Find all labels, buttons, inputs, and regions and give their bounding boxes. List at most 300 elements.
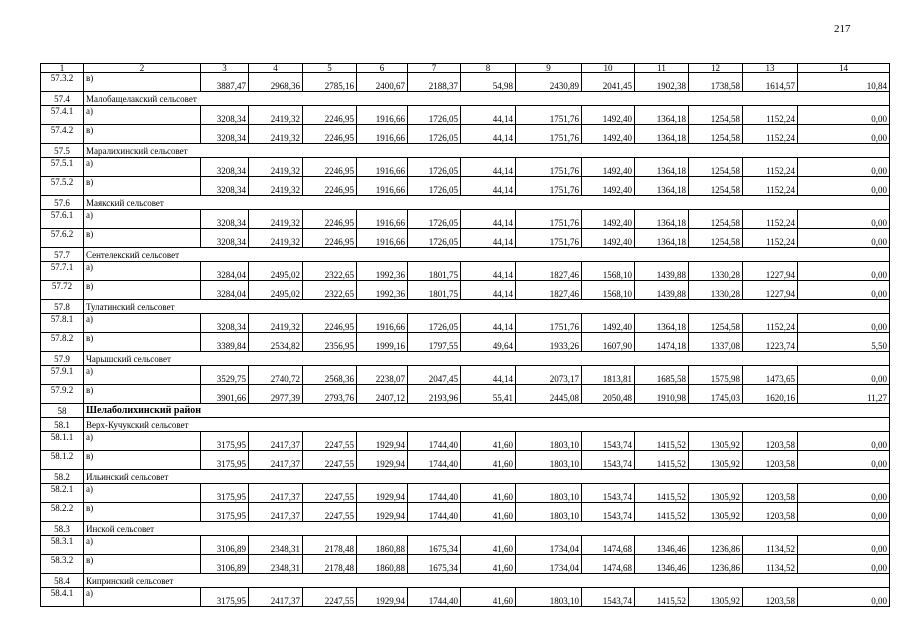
value-cell: 1305,92 xyxy=(689,451,743,470)
value-cell: 44,14 xyxy=(461,177,516,196)
row-type: а) xyxy=(84,366,201,385)
value-cell: 1726,05 xyxy=(408,158,461,177)
value-cell: 1992,36 xyxy=(357,281,408,300)
value-cell: 1916,66 xyxy=(357,125,408,144)
section-code: 58.1 xyxy=(41,418,84,432)
value-cell: 1813,81 xyxy=(582,366,635,385)
value-cell: 1745,03 xyxy=(689,385,743,404)
value-cell: 1726,05 xyxy=(408,125,461,144)
section-row xyxy=(41,196,890,210)
value-cell: 1803,10 xyxy=(516,432,582,451)
value-cell: 2495,02 xyxy=(249,262,303,281)
section-row xyxy=(41,352,890,366)
value-cell: 1797,55 xyxy=(408,333,461,352)
section-code: 57.9 xyxy=(41,352,84,366)
row-type: в) xyxy=(84,555,201,574)
value-cell: 2417,37 xyxy=(249,588,303,607)
value-cell: 1415,52 xyxy=(635,451,689,470)
column-number-cell: 3 xyxy=(201,64,249,73)
row-code: 57.3.2 xyxy=(41,73,84,92)
value-cell: 3887,47 xyxy=(201,73,249,92)
value-cell: 1916,66 xyxy=(357,210,408,229)
value-cell: 0,00 xyxy=(798,158,890,177)
value-cell: 1801,75 xyxy=(408,262,461,281)
value-cell: 10,84 xyxy=(798,73,890,92)
value-cell: 44,14 xyxy=(461,125,516,144)
table-row xyxy=(41,484,890,503)
value-cell: 2568,36 xyxy=(303,366,357,385)
table-row xyxy=(41,125,890,144)
value-cell: 1474,68 xyxy=(582,555,635,574)
value-cell: 1751,76 xyxy=(516,177,582,196)
value-cell: 3175,95 xyxy=(201,451,249,470)
value-cell: 1910,98 xyxy=(635,385,689,404)
value-cell: 1803,10 xyxy=(516,451,582,470)
section-code: 57.5 xyxy=(41,144,84,158)
row-type: в) xyxy=(84,385,201,404)
value-cell: 2534,82 xyxy=(249,333,303,352)
value-cell: 1751,76 xyxy=(516,158,582,177)
value-cell: 2419,32 xyxy=(249,229,303,248)
value-cell: 1744,40 xyxy=(408,484,461,503)
value-cell: 1364,18 xyxy=(635,210,689,229)
section-row xyxy=(41,522,890,536)
value-cell: 1305,92 xyxy=(689,432,743,451)
value-cell: 2246,95 xyxy=(303,210,357,229)
value-cell: 2188,37 xyxy=(408,73,461,92)
value-cell: 0,00 xyxy=(798,262,890,281)
value-cell: 1568,10 xyxy=(582,281,635,300)
value-cell: 2419,32 xyxy=(249,177,303,196)
column-number-cell: 10 xyxy=(582,64,635,73)
value-cell: 1916,66 xyxy=(357,106,408,125)
value-cell: 1236,86 xyxy=(689,555,743,574)
value-cell: 3208,34 xyxy=(201,158,249,177)
value-cell: 1415,52 xyxy=(635,432,689,451)
row-code: 57.4.1 xyxy=(41,106,84,125)
value-cell: 0,00 xyxy=(798,484,890,503)
value-cell: 1726,05 xyxy=(408,106,461,125)
value-cell: 2740,72 xyxy=(249,366,303,385)
value-cell: 2968,36 xyxy=(249,73,303,92)
value-cell: 2050,48 xyxy=(582,385,635,404)
value-cell: 3284,04 xyxy=(201,281,249,300)
value-cell: 1492,40 xyxy=(582,177,635,196)
value-cell: 1152,24 xyxy=(743,210,798,229)
value-cell: 0,00 xyxy=(798,588,890,607)
value-cell: 1744,40 xyxy=(408,588,461,607)
row-type: а) xyxy=(84,536,201,555)
value-cell: 3175,95 xyxy=(201,484,249,503)
value-cell: 1929,94 xyxy=(357,451,408,470)
section-name: Кипринский сельсовет xyxy=(84,574,890,588)
value-cell: 1364,18 xyxy=(635,106,689,125)
value-cell: 0,00 xyxy=(798,451,890,470)
value-cell: 2417,37 xyxy=(249,432,303,451)
value-cell: 1726,05 xyxy=(408,229,461,248)
value-cell: 1916,66 xyxy=(357,158,408,177)
value-cell: 0,00 xyxy=(798,106,890,125)
value-cell: 1751,76 xyxy=(516,125,582,144)
value-cell: 1337,08 xyxy=(689,333,743,352)
value-cell: 1801,75 xyxy=(408,281,461,300)
row-code: 57.9.2 xyxy=(41,385,84,404)
section-row xyxy=(41,404,890,418)
value-cell: 1916,66 xyxy=(357,177,408,196)
value-cell: 1439,88 xyxy=(635,281,689,300)
value-cell: 1726,05 xyxy=(408,177,461,196)
value-cell: 1751,76 xyxy=(516,106,582,125)
column-number-cell: 5 xyxy=(303,64,357,73)
section-row xyxy=(41,574,890,588)
table-row xyxy=(41,385,890,404)
value-cell: 1152,24 xyxy=(743,158,798,177)
value-cell: 3175,95 xyxy=(201,588,249,607)
value-cell: 44,14 xyxy=(461,366,516,385)
value-cell: 44,14 xyxy=(461,210,516,229)
table-row xyxy=(41,229,890,248)
value-cell: 41,60 xyxy=(461,588,516,607)
value-cell: 1543,74 xyxy=(582,588,635,607)
value-cell: 1152,24 xyxy=(743,177,798,196)
section-row xyxy=(41,144,890,158)
value-cell: 1305,92 xyxy=(689,503,743,522)
row-type: а) xyxy=(84,210,201,229)
value-cell: 1364,18 xyxy=(635,125,689,144)
value-cell: 1152,24 xyxy=(743,229,798,248)
value-cell: 3208,34 xyxy=(201,106,249,125)
row-type: в) xyxy=(84,177,201,196)
value-cell: 2246,95 xyxy=(303,125,357,144)
value-cell: 1744,40 xyxy=(408,432,461,451)
value-cell: 3208,34 xyxy=(201,314,249,333)
section-name: Ильинский сельсовет xyxy=(84,470,890,484)
value-cell: 2247,55 xyxy=(303,451,357,470)
row-type: а) xyxy=(84,484,201,503)
value-cell: 3208,34 xyxy=(201,229,249,248)
section-row xyxy=(41,300,890,314)
value-cell: 1236,86 xyxy=(689,536,743,555)
value-cell: 1685,58 xyxy=(635,366,689,385)
row-type: а) xyxy=(84,262,201,281)
section-row xyxy=(41,248,890,262)
value-cell: 1330,28 xyxy=(689,262,743,281)
value-cell: 1999,16 xyxy=(357,333,408,352)
value-cell: 1675,34 xyxy=(408,536,461,555)
table-row xyxy=(41,210,890,229)
value-cell: 55,41 xyxy=(461,385,516,404)
value-cell: 2322,65 xyxy=(303,281,357,300)
value-cell: 1992,36 xyxy=(357,262,408,281)
column-number-cell: 9 xyxy=(516,64,582,73)
row-code: 57.8.2 xyxy=(41,333,84,352)
value-cell: 1929,94 xyxy=(357,588,408,607)
value-cell: 3106,89 xyxy=(201,555,249,574)
value-cell: 1751,76 xyxy=(516,210,582,229)
section-code: 57.6 xyxy=(41,196,84,210)
value-cell: 2417,37 xyxy=(249,503,303,522)
row-code: 58.1.1 xyxy=(41,432,84,451)
value-cell: 1364,18 xyxy=(635,229,689,248)
row-code: 57.72 xyxy=(41,281,84,300)
table-row xyxy=(41,588,890,607)
row-code: 58.4.1 xyxy=(41,588,84,607)
table-header-row xyxy=(41,64,890,73)
value-cell: 1134,52 xyxy=(743,555,798,574)
value-cell: 3284,04 xyxy=(201,262,249,281)
value-cell: 54,98 xyxy=(461,73,516,92)
column-number-cell: 11 xyxy=(635,64,689,73)
value-cell: 1254,58 xyxy=(689,229,743,248)
value-cell: 2247,55 xyxy=(303,503,357,522)
value-cell: 41,60 xyxy=(461,484,516,503)
value-cell: 1607,90 xyxy=(582,333,635,352)
value-cell: 1620,16 xyxy=(743,385,798,404)
row-code: 58.1.2 xyxy=(41,451,84,470)
column-number-cell: 4 xyxy=(249,64,303,73)
section-name: Маякский сельсовет xyxy=(84,196,890,210)
column-number-cell: 1 xyxy=(41,64,84,73)
value-cell: 1929,94 xyxy=(357,503,408,522)
value-cell: 3175,95 xyxy=(201,503,249,522)
section-row xyxy=(41,470,890,484)
value-cell: 1305,92 xyxy=(689,484,743,503)
row-type: в) xyxy=(84,73,201,92)
value-cell: 0,00 xyxy=(798,125,890,144)
value-cell: 1575,98 xyxy=(689,366,743,385)
column-number-cell: 13 xyxy=(743,64,798,73)
value-cell: 1738,58 xyxy=(689,73,743,92)
value-cell: 2178,48 xyxy=(303,555,357,574)
value-cell: 1860,88 xyxy=(357,536,408,555)
section-code: 58.4 xyxy=(41,574,84,588)
value-cell: 1902,38 xyxy=(635,73,689,92)
table-row xyxy=(41,555,890,574)
column-number-cell: 12 xyxy=(689,64,743,73)
row-type: в) xyxy=(84,125,201,144)
value-cell: 3208,34 xyxy=(201,125,249,144)
value-cell: 1803,10 xyxy=(516,588,582,607)
value-cell: 1152,24 xyxy=(743,314,798,333)
value-cell: 2178,48 xyxy=(303,536,357,555)
value-cell: 1227,94 xyxy=(743,281,798,300)
value-cell: 1492,40 xyxy=(582,125,635,144)
value-cell: 0,00 xyxy=(798,210,890,229)
value-cell: 1492,40 xyxy=(582,229,635,248)
value-cell: 1415,52 xyxy=(635,484,689,503)
value-cell: 1203,58 xyxy=(743,588,798,607)
row-code: 58.2.1 xyxy=(41,484,84,503)
section-name: Маралихинский сельсовет xyxy=(84,144,890,158)
value-cell: 3529,75 xyxy=(201,366,249,385)
row-type: в) xyxy=(84,503,201,522)
value-cell: 44,14 xyxy=(461,314,516,333)
value-cell: 1726,05 xyxy=(408,314,461,333)
value-cell: 2419,32 xyxy=(249,210,303,229)
value-cell: 2247,55 xyxy=(303,484,357,503)
table-row xyxy=(41,73,890,92)
value-cell: 0,00 xyxy=(798,281,890,300)
value-cell: 1751,76 xyxy=(516,314,582,333)
section-row xyxy=(41,92,890,106)
tariff-table xyxy=(40,63,890,607)
value-cell: 1203,58 xyxy=(743,432,798,451)
row-type: а) xyxy=(84,432,201,451)
value-cell: 1474,68 xyxy=(582,536,635,555)
value-cell: 1254,58 xyxy=(689,314,743,333)
table-row xyxy=(41,314,890,333)
column-number-cell: 8 xyxy=(461,64,516,73)
section-code: 57.7 xyxy=(41,248,84,262)
table-row xyxy=(41,451,890,470)
row-code: 57.9.1 xyxy=(41,366,84,385)
row-code: 57.6.2 xyxy=(41,229,84,248)
table-row xyxy=(41,281,890,300)
row-code: 58.3.2 xyxy=(41,555,84,574)
row-code: 58.3.1 xyxy=(41,536,84,555)
value-cell: 1492,40 xyxy=(582,314,635,333)
value-cell: 1543,74 xyxy=(582,432,635,451)
value-cell: 1254,58 xyxy=(689,158,743,177)
value-cell: 2356,95 xyxy=(303,333,357,352)
value-cell: 2246,95 xyxy=(303,158,357,177)
value-cell: 1254,58 xyxy=(689,177,743,196)
row-type: а) xyxy=(84,158,201,177)
row-code: 57.5.1 xyxy=(41,158,84,177)
section-code: 58 xyxy=(41,404,84,418)
section-code: 58.3 xyxy=(41,522,84,536)
value-cell: 3389,84 xyxy=(201,333,249,352)
value-cell: 44,14 xyxy=(461,281,516,300)
value-cell: 1734,04 xyxy=(516,536,582,555)
row-type: а) xyxy=(84,588,201,607)
row-code: 57.4.2 xyxy=(41,125,84,144)
value-cell: 0,00 xyxy=(798,432,890,451)
value-cell: 1346,46 xyxy=(635,536,689,555)
value-cell: 41,60 xyxy=(461,555,516,574)
table-row xyxy=(41,106,890,125)
row-type: в) xyxy=(84,281,201,300)
value-cell: 1492,40 xyxy=(582,158,635,177)
value-cell: 2419,32 xyxy=(249,106,303,125)
value-cell: 0,00 xyxy=(798,536,890,555)
row-code: 58.2.2 xyxy=(41,503,84,522)
value-cell: 1364,18 xyxy=(635,177,689,196)
value-cell: 1860,88 xyxy=(357,555,408,574)
value-cell: 2247,55 xyxy=(303,588,357,607)
value-cell: 2495,02 xyxy=(249,281,303,300)
value-cell: 2246,95 xyxy=(303,229,357,248)
value-cell: 1744,40 xyxy=(408,503,461,522)
value-cell: 1152,24 xyxy=(743,106,798,125)
value-cell: 44,14 xyxy=(461,262,516,281)
value-cell: 49,64 xyxy=(461,333,516,352)
value-cell: 2246,95 xyxy=(303,314,357,333)
section-name: Чарышский сельсовет xyxy=(84,352,890,366)
value-cell: 1227,94 xyxy=(743,262,798,281)
value-cell: 2193,96 xyxy=(408,385,461,404)
value-cell: 1929,94 xyxy=(357,432,408,451)
value-cell: 1346,46 xyxy=(635,555,689,574)
value-cell: 2348,31 xyxy=(249,555,303,574)
row-code: 57.5.2 xyxy=(41,177,84,196)
value-cell: 1726,05 xyxy=(408,210,461,229)
value-cell: 1751,76 xyxy=(516,229,582,248)
value-cell: 2407,12 xyxy=(357,385,408,404)
value-cell: 2322,65 xyxy=(303,262,357,281)
table-row xyxy=(41,503,890,522)
value-cell: 1254,58 xyxy=(689,210,743,229)
page-number: 217 xyxy=(834,23,851,35)
value-cell: 1492,40 xyxy=(582,210,635,229)
table-row xyxy=(41,536,890,555)
value-cell: 2445,08 xyxy=(516,385,582,404)
value-cell: 3106,89 xyxy=(201,536,249,555)
table-body xyxy=(41,64,890,607)
value-cell: 1364,18 xyxy=(635,158,689,177)
table-row xyxy=(41,333,890,352)
value-cell: 1916,66 xyxy=(357,314,408,333)
value-cell: 0,00 xyxy=(798,229,890,248)
section-name: Тулатинский сельсовет xyxy=(84,300,890,314)
value-cell: 0,00 xyxy=(798,314,890,333)
value-cell: 0,00 xyxy=(798,366,890,385)
value-cell: 2785,16 xyxy=(303,73,357,92)
section-code: 58.2 xyxy=(41,470,84,484)
value-cell: 1543,74 xyxy=(582,451,635,470)
section-name: Шелаболихинский район xyxy=(84,404,890,418)
value-cell: 2041,45 xyxy=(582,73,635,92)
value-cell: 5,50 xyxy=(798,333,890,352)
value-cell: 1364,18 xyxy=(635,314,689,333)
value-cell: 1254,58 xyxy=(689,106,743,125)
value-cell: 1568,10 xyxy=(582,262,635,281)
value-cell: 1223,74 xyxy=(743,333,798,352)
column-number-cell: 2 xyxy=(84,64,201,73)
section-name: Малобащелакский сельсовет xyxy=(84,92,890,106)
value-cell: 41,60 xyxy=(461,536,516,555)
value-cell: 1827,46 xyxy=(516,262,582,281)
value-cell: 1473,65 xyxy=(743,366,798,385)
section-row xyxy=(41,418,890,432)
value-cell: 1827,46 xyxy=(516,281,582,300)
value-cell: 0,00 xyxy=(798,177,890,196)
section-name: Верх-Кучукский сельсовет xyxy=(84,418,890,432)
table-row xyxy=(41,262,890,281)
column-number-cell: 6 xyxy=(357,64,408,73)
row-type: в) xyxy=(84,229,201,248)
value-cell: 44,14 xyxy=(461,229,516,248)
value-cell: 2348,31 xyxy=(249,536,303,555)
value-cell: 1152,24 xyxy=(743,125,798,144)
value-cell: 1543,74 xyxy=(582,484,635,503)
value-cell: 2238,07 xyxy=(357,366,408,385)
value-cell: 2247,55 xyxy=(303,432,357,451)
value-cell: 41,60 xyxy=(461,451,516,470)
value-cell: 2400,67 xyxy=(357,73,408,92)
value-cell: 2419,32 xyxy=(249,314,303,333)
section-code: 57.8 xyxy=(41,300,84,314)
value-cell: 2419,32 xyxy=(249,158,303,177)
row-type: в) xyxy=(84,333,201,352)
value-cell: 1254,58 xyxy=(689,125,743,144)
value-cell: 1734,04 xyxy=(516,555,582,574)
value-cell: 2977,39 xyxy=(249,385,303,404)
value-cell: 3901,66 xyxy=(201,385,249,404)
value-cell: 1474,18 xyxy=(635,333,689,352)
value-cell: 1675,34 xyxy=(408,555,461,574)
value-cell: 1203,58 xyxy=(743,484,798,503)
